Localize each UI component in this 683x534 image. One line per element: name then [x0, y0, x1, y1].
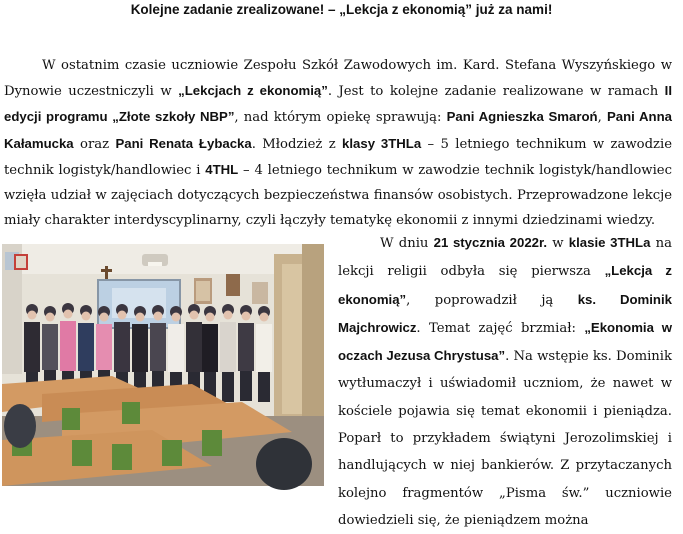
intro-paragraph — [4, 53, 672, 233]
paragraph1-run-bold: „Lekcjach z ekonomią” — [178, 83, 328, 99]
article-title: Kolejne zadanie zrealizowane! – „Lekcja z ekonomią” już za nami! — [130, 2, 553, 17]
paragraph1-run-bold: Pani Renata Łybacka — [115, 135, 252, 151]
paragraph1-run: . Jest to kolejne zadanie realizowane w ramach — [327, 84, 665, 100]
paragraph1-run: . Młodzież z — [251, 136, 343, 152]
paragraph2-run: w — [547, 236, 569, 251]
paragraph2-run: , poprowadził ją — [406, 292, 578, 308]
paragraph1-run: , — [597, 110, 607, 126]
class-photo — [2, 244, 324, 486]
paragraph1-run: oraz — [73, 136, 116, 152]
paragraph2-run-bold: „Ekonomia w oczach Jezusa Chrystusa” — [338, 319, 672, 364]
paragraph1-run-bold: II edycji programu „Złote szkoły NBP” — [4, 83, 672, 125]
paragraph2-run-bold: ks. Dominik Majchrowicz — [338, 291, 672, 335]
paragraph2-run: . Temat zajęć brzmiał: — [416, 320, 585, 336]
paragraph1-run-bold: 4THL — [205, 161, 239, 177]
paragraph2-run-bold: klasie 3THLa — [568, 235, 651, 250]
paragraph2-run-bold: „Lekcja z ekonomią” — [338, 263, 672, 307]
lesson-paragraph — [338, 229, 672, 534]
paragraph1-run: , nad którym opiekę sprawują: — [234, 110, 447, 126]
paragraph1-run-bold: klasy 3THLa — [342, 135, 422, 151]
paragraph1-run-bold: Pani Agnieszka Smaroń — [446, 109, 598, 125]
paragraph2-run: W dniu — [380, 236, 434, 251]
paragraph1-run: – 4 letniego technikum w zawodzie technik logistyk/handlowiec wzięła udział w zajęciach dotyczących bezpieczeństwa finansów osobistych. Przeprowadzone lekcje miały charakter interdyscyplinarny, czyli łączyły tematykę ekonomii z innymi dziedzinami wiedzy. — [4, 162, 672, 229]
paragraph2-run: . Na wstępie ks. Dominik wytłumaczył i uświadomił uczniom, że nawet w kościele pojawia się temat ekonomii i pieniądza. Poparł to przykładem świątyni Jerozolimskiej i handlujących w niej bankierów. Z przytaczanych kolejno fragmentów „Pisma św.” uczniowie dowiedzieli się, że pieniądzem można — [338, 349, 672, 528]
paragraph2-run: na lekcji religii odbyła się pierwsza — [338, 236, 672, 280]
paragraph2-run-bold: 21 stycznia 2022r. — [433, 235, 548, 250]
paragraph1-run-bold: Pani Anna Kałamucka — [4, 109, 672, 151]
paragraph1-run: W ostatnim czasie uczniowie Zespołu Szkół Zawodowych im. Kard. Stefana Wyszyńskiego w Dynowie uczestniczyli w — [4, 58, 672, 100]
class-photo-image — [2, 244, 324, 486]
paragraph1-run: – 5 letniego technikum w zawodzie technik logistyk/handlowiec i — [4, 136, 672, 178]
